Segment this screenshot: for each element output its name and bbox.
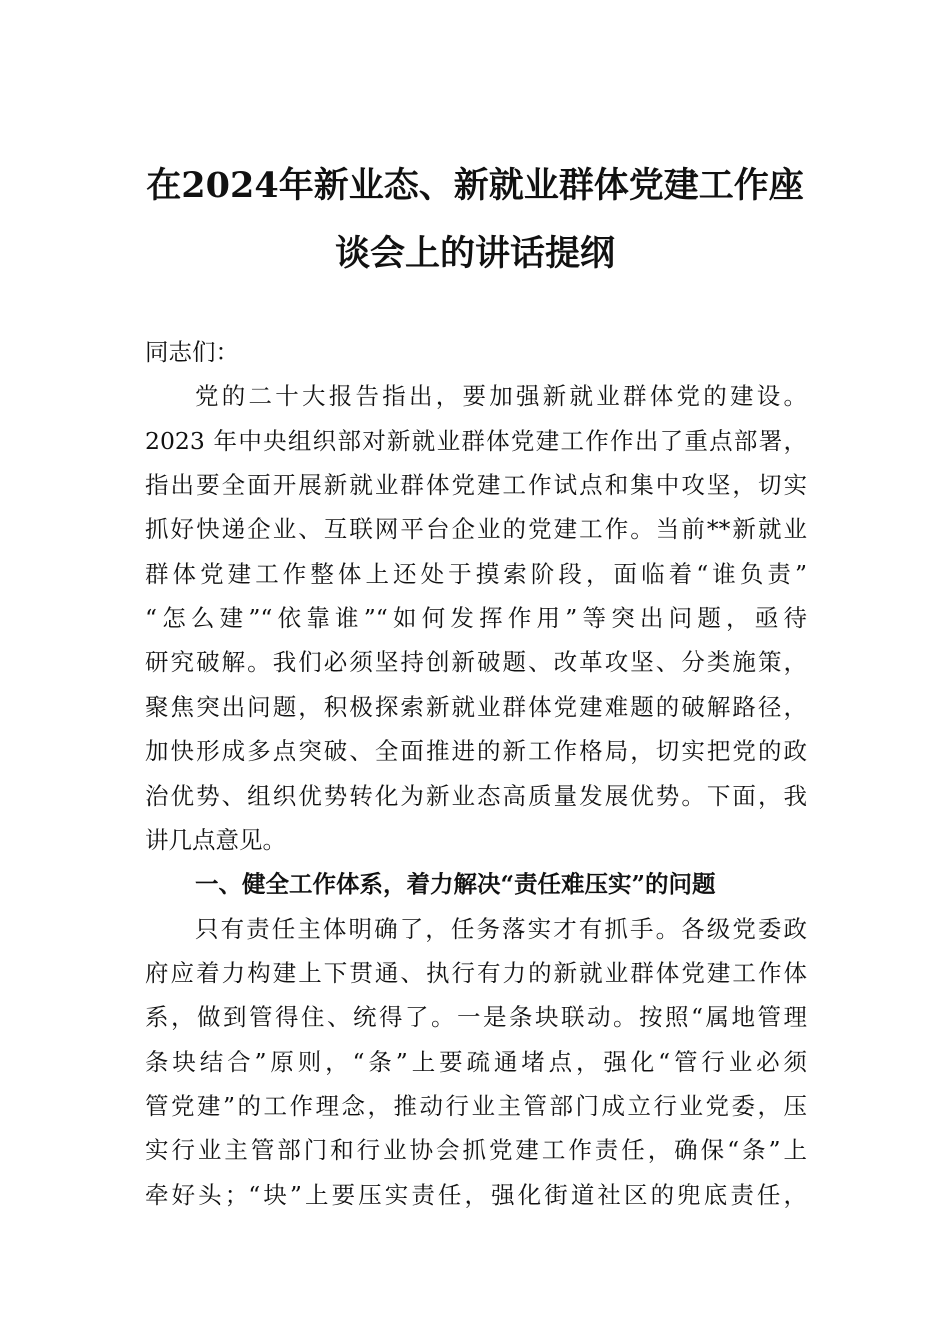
document-title-line-1: 在2024年新业态、新就业群体党建工作座	[146, 165, 804, 206]
body-text-line: 抓好快递企业、互联网平台企业的党建工作。当前**新就业	[145, 515, 807, 544]
body-text-line: 2023 年中央组织部对新就业群体党建工作作出了重点部署，	[145, 426, 807, 455]
body-text-line: 只有责任主体明确了，任务落实才有抓手。各级党委政	[195, 914, 807, 943]
body-text-line: 同志们：	[145, 338, 239, 366]
body-text-line: 聚焦突出问题，积极探索新就业群体党建难题的破解路径，	[145, 692, 807, 721]
body-text-line: 研究破解。我们必须坚持创新破题、改革攻坚、分类施策，	[145, 648, 807, 677]
body-text-line: 治优势、组织优势转化为新业态高质量发展优势。下面，我	[145, 781, 807, 810]
body-text-line: “怎么建”“依靠谁”“如何发挥作用”等突出问题，亟待	[145, 604, 807, 633]
body-text-line: 实行业主管部门和行业协会抓党建工作责任，确保“条”上	[145, 1136, 807, 1165]
body-text-line: 条块结合”原则，“条”上要疏通堵点，强化“管行业必须	[145, 1047, 807, 1076]
body-text-line: 讲几点意见。	[145, 825, 286, 854]
body-text-line: 府应着力构建上下贯通、执行有力的新就业群体党建工作体	[145, 958, 807, 987]
document-title-line-2: 谈会上的讲话提纲	[334, 233, 615, 274]
body-text-line: 指出要全面开展新就业群体党建工作试点和集中攻坚，切实	[145, 471, 807, 500]
body-text-line: 牵好头；“块”上要压实责任，强化街道社区的兜底责任，	[145, 1180, 807, 1209]
body-text-line: 党的二十大报告指出，要加强新就业群体党的建设。	[195, 382, 807, 411]
body-text-line: 系，做到管得住、统得了。一是条块联动。按照“属地管理	[145, 1003, 807, 1032]
body-text-line: 群体党建工作整体上还处于摸索阶段，面临着“谁负责”	[145, 559, 807, 588]
body-text-line: 加快形成多点突破、全面推进的新工作格局，切实把党的政	[145, 737, 807, 766]
body-text-line: 管党建”的工作理念，推动行业主管部门成立行业党委，压	[145, 1091, 807, 1120]
section-heading: 一、健全工作体系，着力解决“责任难压实”的问题	[195, 870, 716, 899]
